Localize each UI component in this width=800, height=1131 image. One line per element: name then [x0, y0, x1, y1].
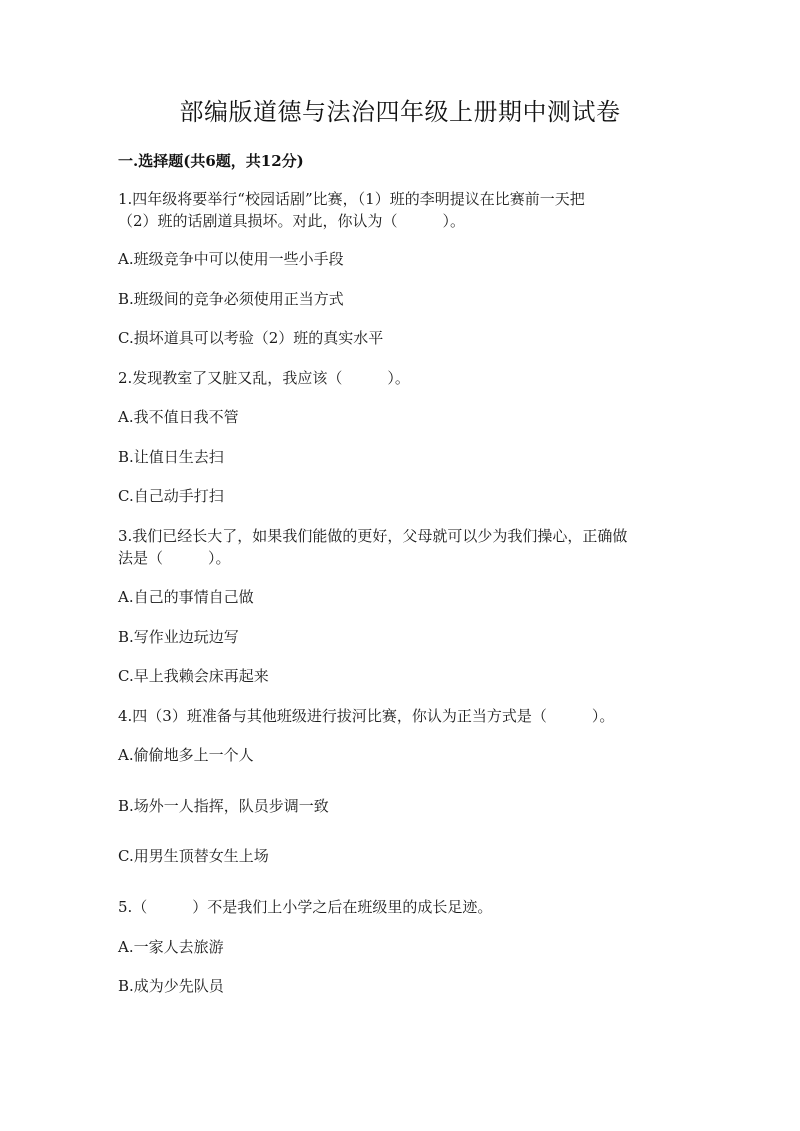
question-3-option-a: A.自己的事情自己做 [118, 588, 254, 606]
question-1-stem-line-2: （2）班的话剧道具损坏。对此，你认为（ ）。 [118, 212, 466, 230]
question-2-option-c: C.自己动手打扫 [118, 487, 224, 505]
question-4-option-a: A.偷偷地多上一个人 [118, 746, 254, 764]
question-3-option-b: B.写作业边玩边写 [118, 628, 239, 646]
question-4-option-c: C.用男生顶替女生上场 [118, 847, 269, 865]
section-header: 一.选择题(共6题，共12分) [118, 152, 304, 170]
exam-title: 部编版道德与法治四年级上册期中测试卷 [179, 98, 621, 126]
question-2-option-a: A.我不值日我不管 [118, 408, 239, 426]
question-1-option-a: A.班级竞争中可以使用一些小手段 [118, 250, 344, 268]
question-4-stem-line-1: 4.四（3）班准备与其他班级进行拔河比赛，你认为正当方式是（ ）。 [118, 707, 615, 725]
question-3-stem-line-1: 3.我们已经长大了，如果我们能做的更好，父母就可以少为我们操心，正确做 [118, 527, 628, 545]
question-3-option-c: C.早上我赖会床再起来 [118, 667, 269, 685]
question-4-option-b: B.场外一人指挥，队员步调一致 [118, 797, 329, 815]
question-1-option-c: C.损坏道具可以考验（2）班的真实水平 [118, 329, 384, 347]
question-3-stem-line-2: 法是（ ）。 [118, 549, 231, 567]
question-5-stem-line-1: 5.（ ）不是我们上小学之后在班级里的成长足迹。 [118, 898, 493, 916]
question-1-option-b: B.班级间的竞争必须使用正当方式 [118, 290, 344, 308]
question-2-option-b: B.让值日生去扫 [118, 448, 224, 466]
question-5-option-a: A.一家人去旅游 [118, 938, 224, 956]
question-5-option-b: B.成为少先队员 [118, 977, 224, 995]
question-1-stem-line-1: 1.四年级将要举行“校园话剧”比赛，（1）班的李明提议在比赛前一天把 [118, 190, 585, 208]
question-2-stem-line-1: 2.发现教室了又脏又乱，我应该（ ）。 [118, 369, 410, 387]
